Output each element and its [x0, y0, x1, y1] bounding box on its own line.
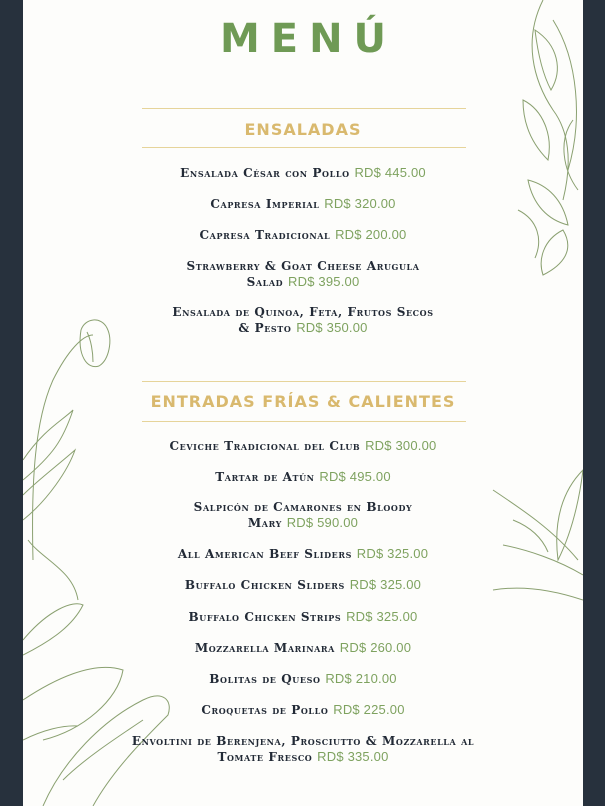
menu-item: [128, 196, 478, 212]
menu-title: MENÚ: [219, 16, 398, 62]
menu-page: [23, 0, 583, 806]
item-price: RD$ 300.00: [365, 438, 437, 453]
item-price: RD$ 350.00: [296, 320, 368, 335]
menu-item: [128, 702, 478, 718]
item-name: Salpicón de Camarones en Bloody Mary: [193, 500, 413, 530]
menu-item: [128, 469, 478, 485]
item-name: Capresa Tradicional: [199, 228, 331, 242]
item-name: All American Beef Sliders: [177, 547, 352, 561]
item-price: RD$ 260.00: [339, 640, 412, 655]
item-name: Envoltini de Berenjena, Prosciutto & Mozzarella al Tomate Fresco: [131, 734, 475, 764]
divider-line: [142, 421, 466, 422]
section-title-entradas: ENTRADAS FRÍAS & CALIENTES: [150, 392, 456, 411]
menu-item: [128, 640, 478, 656]
item-price: RD$ 335.00: [317, 749, 389, 764]
menu-item: [128, 577, 478, 593]
item-name: Capresa Imperial: [210, 197, 320, 211]
item-price: RD$ 445.00: [354, 165, 426, 180]
item-price: RD$ 590.00: [286, 515, 359, 530]
item-price: RD$ 325.00: [349, 577, 422, 592]
item-name: Buffalo Chicken Sliders: [184, 578, 345, 592]
item-name: Ensalada de Quinoa, Feta, Frutos Secos & Pesto: [172, 305, 434, 335]
menu-item: [128, 227, 478, 243]
menu-item: [128, 609, 478, 625]
item-price: RD$ 320.00: [324, 196, 396, 211]
item-price: RD$ 395.00: [288, 274, 360, 289]
item-name: Buffalo Chicken Strips: [188, 610, 342, 624]
item-name: Bolitas de Queso: [209, 672, 321, 686]
item-price: RD$ 225.00: [333, 702, 405, 717]
item-name: Croquetas de Pollo: [201, 703, 329, 717]
menu-item: [128, 438, 478, 454]
menu-item: [128, 671, 478, 687]
item-name: Ceviche Tradicional del Club: [169, 439, 361, 453]
menu-item: [168, 305, 438, 336]
item-name: Ensalada César con Pollo: [180, 166, 350, 180]
section-title-ensaladas: ENSALADAS: [244, 120, 362, 139]
menu-item: [128, 165, 478, 181]
menu-item: [193, 500, 413, 531]
item-name: Tartar de Atún: [215, 470, 315, 484]
menu-item: [113, 734, 493, 765]
item-name: Mozzarella Marinara: [194, 641, 335, 655]
divider-line: [142, 108, 466, 109]
item-price: RD$ 210.00: [325, 671, 397, 686]
item-name: Strawberry & Goat Cheese Arugula Salad: [186, 259, 420, 289]
divider-line: [142, 381, 466, 382]
divider-line: [142, 147, 466, 148]
menu-item: [168, 259, 438, 290]
item-price: RD$ 495.00: [319, 469, 391, 484]
menu-item: [128, 546, 478, 562]
item-price: RD$ 325.00: [346, 609, 418, 624]
item-price: RD$ 325.00: [356, 546, 429, 561]
item-price: RD$ 200.00: [335, 227, 407, 242]
